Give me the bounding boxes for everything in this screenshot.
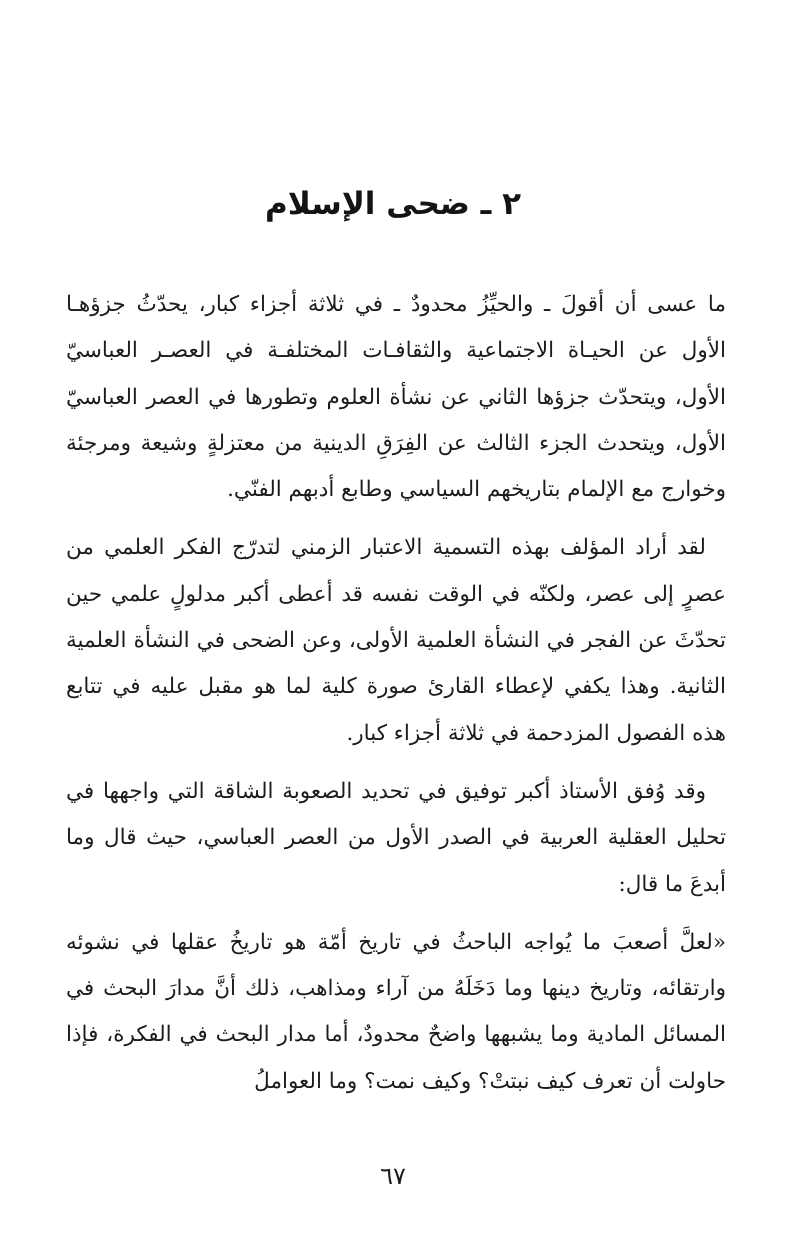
paragraph-1: ما عسى أن أقولَ ـ والحيِّزُ محدودٌ ـ في ثلاثة أجزاء كبار، يحدّثُ جزؤهـا الأول عن الحيـاة الاجتماعية والثقافـات المختلفـة في العصـر العباسيّ الأول، ويتحدّث جزؤها الثاني عن نشأة العلوم وتطورها في العصر العباسيّ الأول، ويتحدث الجزء الثالث عن الفِرَقِ الدينية من معتزلةٍ وشيعة ومرجئة وخوارج مع الإلمام بتاريخهم السياسي وطابع أدبهم الفنّي.: [66, 292, 726, 503]
body-text: [66, 282, 726, 1117]
page-number: ٦٧: [380, 1162, 406, 1190]
quote-paragraph: «لعلَّ أصعبَ ما يُواجه الباحثُ في تاريخ أمّة هو تاريخُ عقلها في نشوئه وارتقائه، وتاريخ دينها وما دَخَلَهُ من آراء ومذاهب، ذلك أنَّ مدارَ البحث في المسائل المادية وما يشبهها واضحٌ محدودٌ، أما مدار البحث في الفكرة، فإذا حاولت أن تعرف كيف نبتتْ؟ وكيف نمت؟ وما العواملُ: [66, 929, 726, 1094]
paragraph-3: وقد وُفق الأستاذ أكبر توفيق في تحديد الصعوبة الشاقة التي واجهها في تحليل العقلية العربية في الصدر الأول من العصر العباسي، حيث قال وما أبدعَ ما قال:: [66, 778, 726, 897]
paragraph-2: لقد أراد المؤلف بهذه التسمية الاعتبار الزمني لتدرّج الفكر العلمي من عصرٍ إلى عصر، ولكنّه في الوقت نفسه قد أعطى أكبر مدلولٍ علمي حين تحدّثَ عن الفجر في النشأة العلمية الأولى، وعن الضحى في النشأة العلمية الثانية. وهذا يكفي لإعطاء القارئ صورة كلية لما هو مقبل عليه في تتابع هذه الفصول المزدحمة في ثلاثة أجزاء كبار.: [66, 535, 726, 746]
chapter-title: ٢ ـ ضحى الإسلام: [264, 186, 521, 222]
